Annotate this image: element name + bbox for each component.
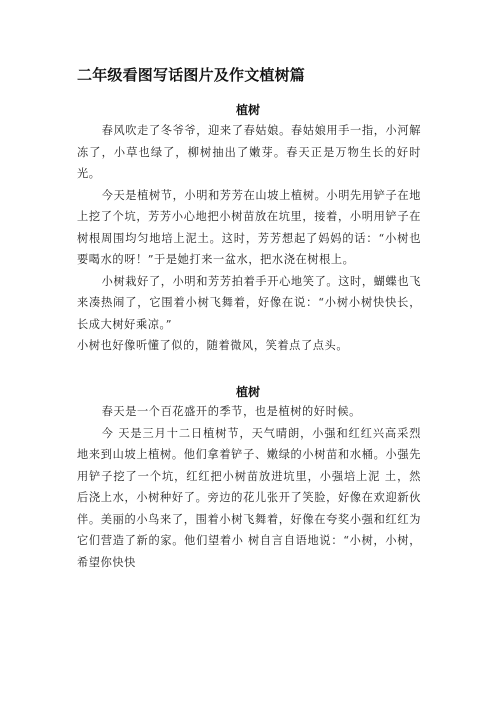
essay-2-paragraph: 今 天是三月十二日植树节，天气晴朗，小强和红红兴高采烈地来到山坡上植树。他们拿着铲子、嫩绿的小树苗和水桶。小强先用铲子挖了一个坑，红红把小树苗放进坑里，小强培上泥 土，然后浇上水，小树种好了。旁边的花儿张开了笑脸，好像在欢迎新伙伴。美丽的小鸟来了，围着小树飞舞着，好像在夸奖小强和红红为它们营造了新的家。他们望着小 树自言自语地说：“小树，小树，希望你快快 [77, 426, 421, 569]
document-title: 二年级看图写话图片及作文植树篇 [77, 66, 306, 84]
essay-2-paragraph: 春天是一个百花盛开的季节，也是植树的好时候。 [101, 405, 361, 418]
essay-1-paragraph: 小树也好像听懂了似的，随着微风，笑着点了点头。 [77, 339, 349, 352]
essay-2-body [77, 401, 421, 573]
essay-1-paragraph: 今天是植树节，小明和芳芳在山坡上植树。小明先用铲子在地上挖了个坑，芳芳小心地把小树苗放在坑里，接着，小明用铲子在树根周围均匀地培上泥土。这时，芳芳想起了妈妈的话：“小树也要喝水的呀！”于是她打来一盆水，把水浇在树根上。 [77, 188, 421, 266]
essay-1-paragraph: 春风吹走了冬爷爷，迎来了春姑娘。春姑娘用手一指，小河解冻了，小草也绿了，柳树抽出了嫩芽。春天正是万物生长的好时光。 [77, 124, 421, 180]
essay-1-body [77, 120, 421, 357]
essay-1-title: 植树 [235, 103, 260, 117]
essay-2-title: 植树 [235, 385, 260, 399]
essay-1-paragraph: 小树栽好了，小明和芳芳拍着手开心地笑了。这时，蝴蝶也飞来凑热闹了，它围着小树飞舞着，好像在说：“小树小树快快长，长成大树好乘凉。” [77, 274, 421, 331]
